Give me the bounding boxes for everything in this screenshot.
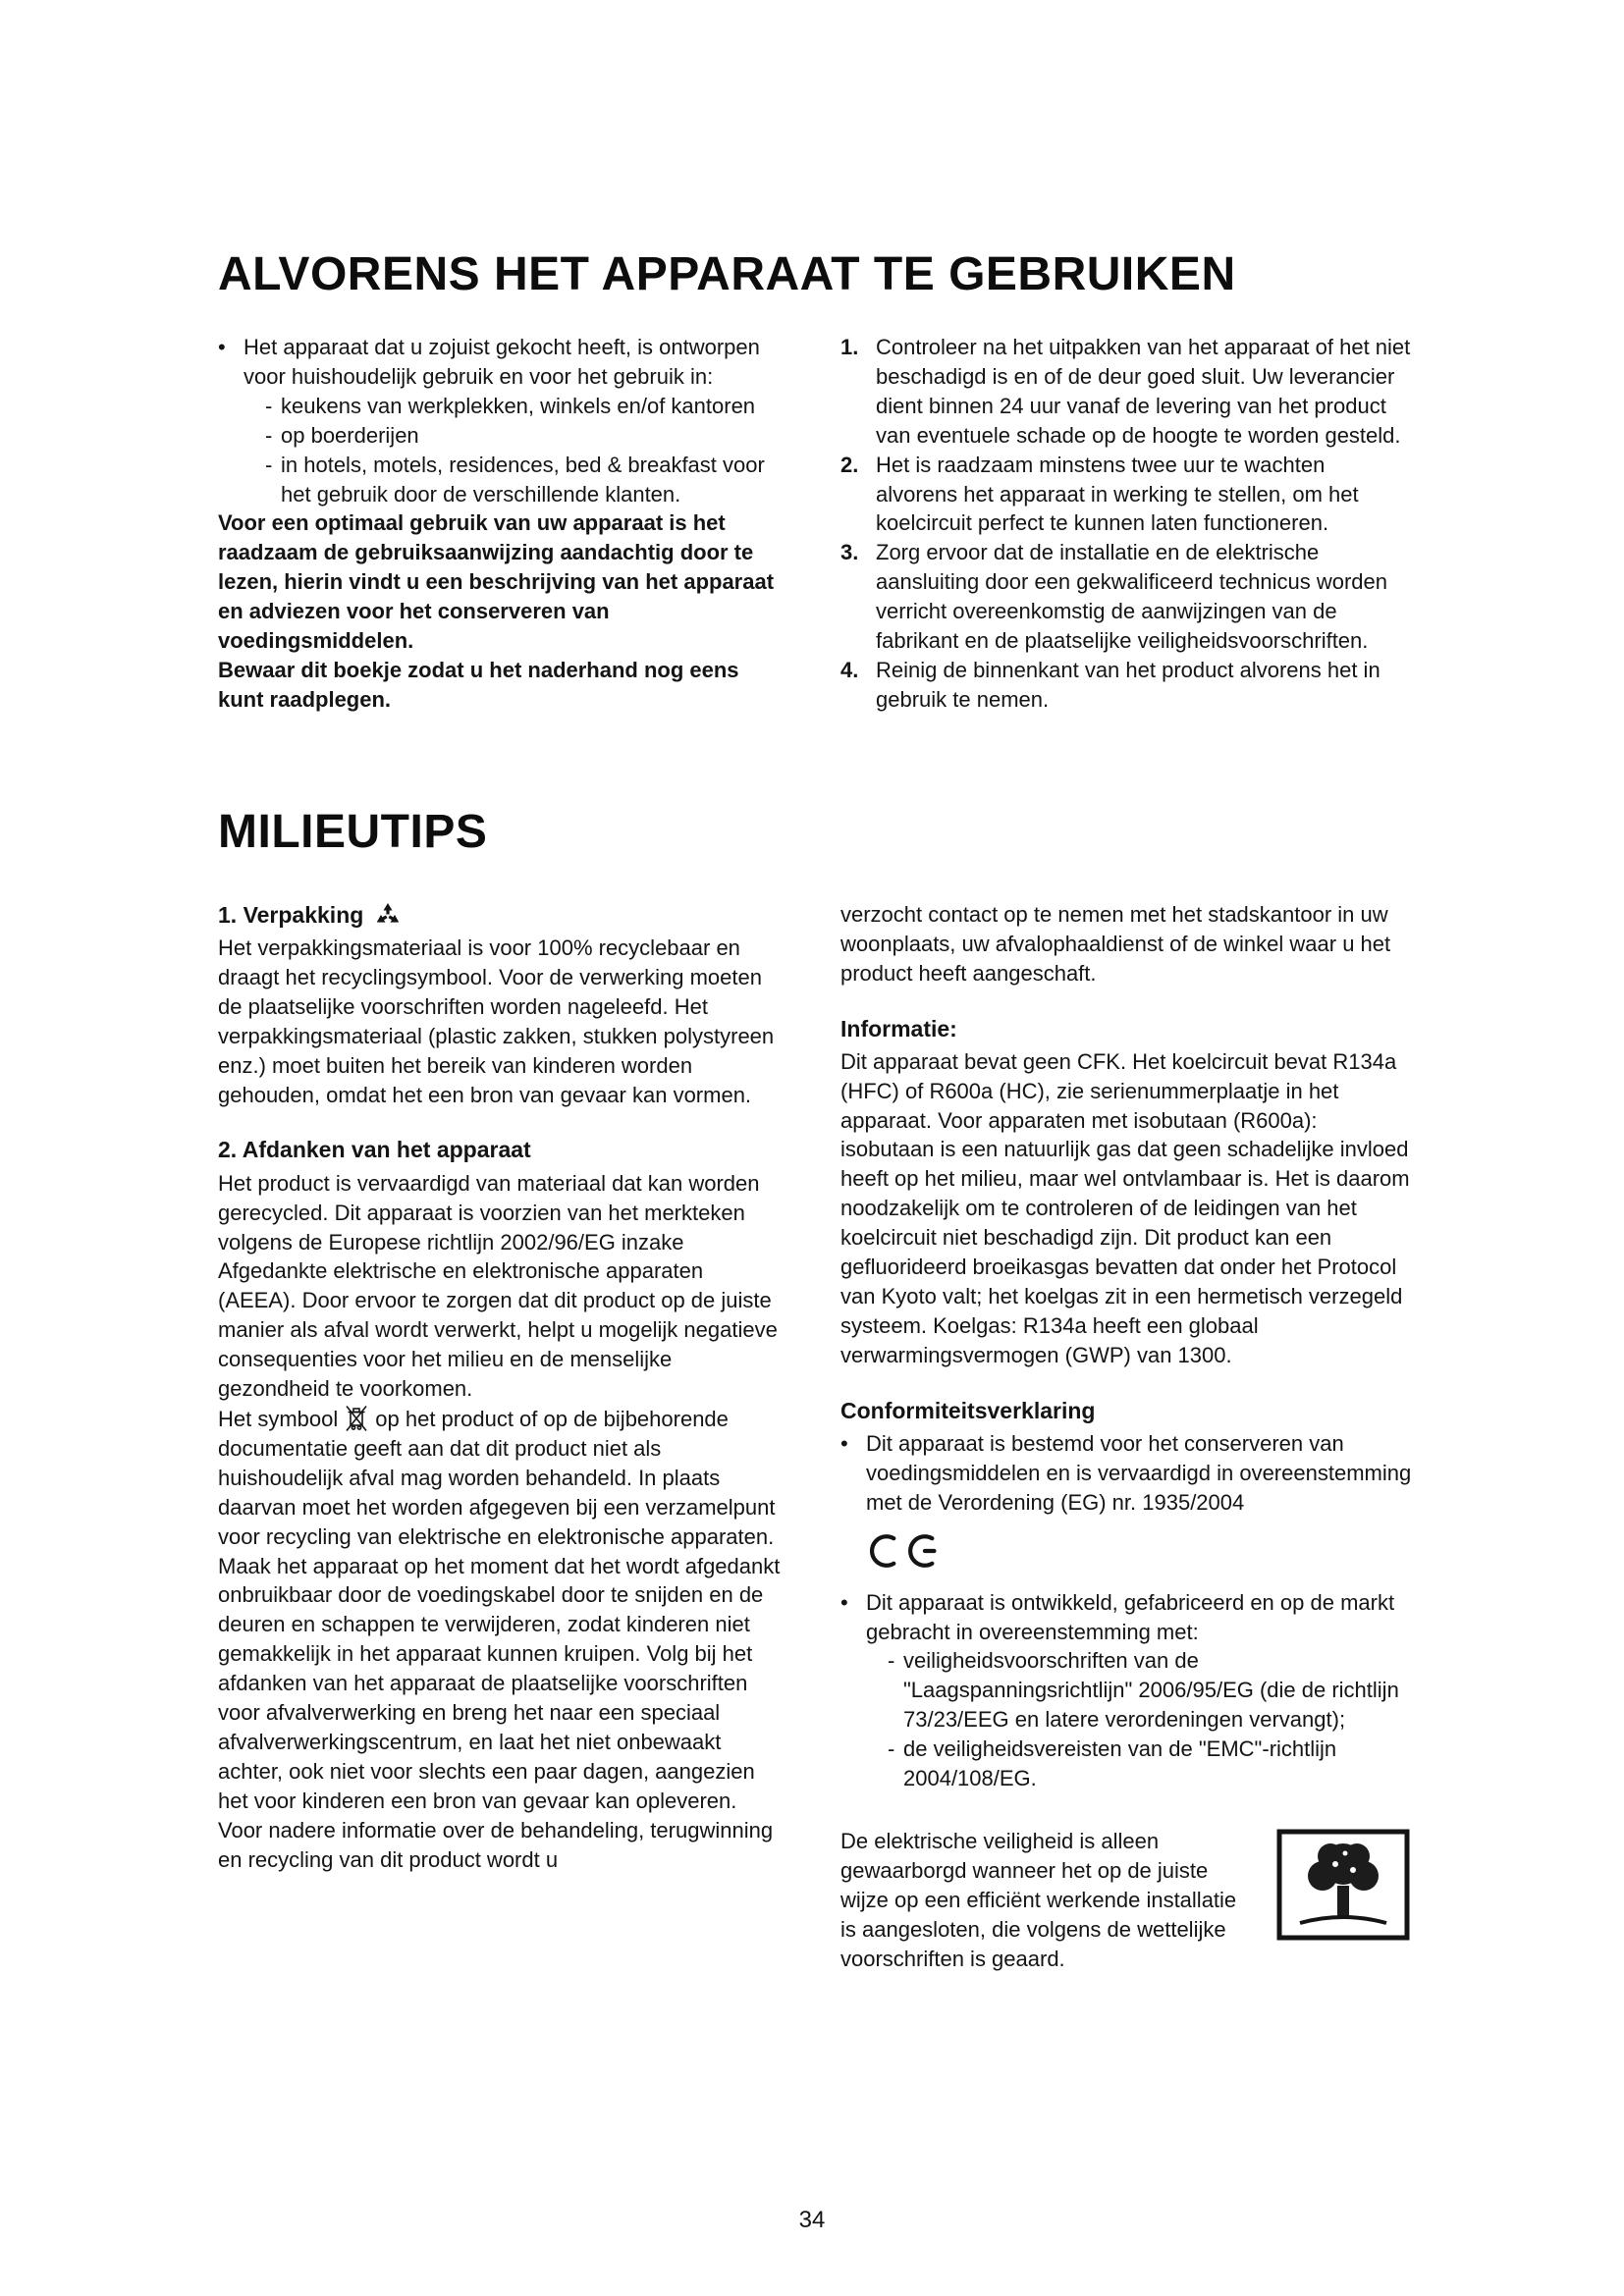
intro-bullet-text: Het apparaat dat u zojuist gekocht heeft, is ontworpen voor huishoudelijk gebruik en voor het gebruik in: [244,335,760,389]
step-item [840,451,1412,539]
directive-item [866,1735,1412,1793]
keep-booklet-paragraph: Bewaar dit boekje zodat u het naderhand nog eens kunt raadplegen. [218,657,739,712]
electrical-safety-paragraph: De elektrische veiligheid is alleen gewaarborgd wanneer het op de juiste wijze op een efficiënt werkende installatie is aangesloten, die volgens de wettelijke voorschriften is geaard. [840,1828,1237,1971]
step-number: 3. [840,540,859,565]
before-use-right-column [840,333,1412,715]
dash-marker: - [888,1736,895,1762]
section-milieutips [218,805,1412,1974]
conformity-bullet-1 [840,1429,1412,1518]
milieutips-right-column [840,900,1412,1974]
usage-item-text: in hotels, motels, residences, bed & breakfast voor het gebruik door de verschillende klanten. [281,452,765,507]
continuation-paragraph: verzocht contact op te nemen met het stadskantoor in uw woonplaats, uw afvalophaaldienst of de winkel waar u het product heeft aangeschaft. [840,901,1391,986]
milieutips-left-column [218,900,785,1974]
usage-item [244,451,785,509]
usage-item [244,392,785,421]
advice-paragraph: Voor een optimaal gebruik van uw apparaat is het raadzaam de gebruiksaanwijzing aandachtig door te lezen, hierin vindt u een beschrijving van het apparaat en adviezen voor het conserveren van voedingsmiddelen. [218,510,775,654]
weee-paragraph-post: op het product of op de bijbehorende documentatie geeft aan dat dit product niet als huishoudelijk afval mag worden behandeld. In plaats daarvan moet het worden afgegeven bij een verzamelpunt voor recycling van elektrische en elektronische apparaten. Maak het apparaat op het moment dat het wordt afgedankt onbruikbaar door de voedingskabel door te snijden en de deuren en schappen te verwijderen, zodat kinderen niet gemakkelijk in het apparaat kunnen kruipen. Volg bij het afdanken van het apparaat de plaatselijke voorschriften voor afvalverwerking en breng het naar een speciaal afvalverwerkingscentrum, en laat het niet onbewaakt achter, ook niet voor slechts een paar dagen, aangezien het voor kinderen een bron van gevaar kan opleveren. Voor nadere informatie over de behandeling, terugwinning en recycling van dit product wordt u [218,1407,781,1872]
ce-mark-wrap [870,1531,1412,1578]
electrical-safety-row [840,1827,1412,1974]
disposal-paragraph: Het product is vervaardigd van materiaal dat kan worden gerecycled. Dit apparaat is voorzien van het merkteken volgens de Europese richtlijn 2002/96/EG inzake Afgedankte elektrische en elektronische apparaten (AEEA). Door ervoor te zorgen dat dit product op de juiste manier als afval wordt verwerkt, helpt u mogelijk negatieve consequenties voor het milieu en de menselijke gezondheid te voorkomen. [218,1170,778,1402]
conformity-bullet-2 [840,1588,1412,1793]
conformity-bullet-2-text: Dit apparaat is ontwikkeld, gefabriceerd en op de markt gebracht in overeenstemming met: [866,1589,1395,1644]
directive-item-text: de veiligheidsvereisten van de "EMC"-richtlijn 2004/108/EG. [903,1736,1337,1791]
packaging-paragraph: Het verpakkingsmateriaal is voor 100% recyclebaar en draagt het recyclingsymbool. Voor de verwerking moeten de plaatselijke voorschriften worden nageleefd. Het verpakkingsmateriaal (plastic zakken, stukken polystyreen enz.) moet buiten het bereik van kinderen worden gehouden, omdat het een bron van gevaar kan vormen. [218,935,775,1107]
section-before-use [218,247,1412,715]
step-text: Het is raadzaam minstens twee uur te wachten alvorens het apparaat in werking te stellen, om het koelcircuit perfect te kunnen laten functioneren. [876,452,1359,536]
packaging-heading [218,900,785,931]
step-item [840,333,1412,451]
dash-marker: - [888,1648,895,1674]
dash-marker: - [265,452,273,477]
step-item [840,656,1412,715]
conformity-heading: Conformiteitsverklaring [840,1397,1096,1423]
weee-paragraph-pre: Het symbool [218,1407,339,1431]
weee-symbol-paragraph [218,1404,785,1875]
dash-marker: - [265,393,273,418]
directive-item-text: veiligheidsvoorschriften van de "Laagspanningsrichtlijn" 2006/95/EG (die de richtlijn 73/23/EEG en latere verordeningen vervangt); [903,1648,1399,1733]
informatie-paragraph: Dit apparaat bevat geen CFK. Het koelcircuit bevat R134a (HFC) of R600a (HC), zie serienummerplaatje in het apparaat. Voor apparaten met isobutaan (R600a): isobutaan is een natuurlijk gas dat geen schadelijke invloed heeft op het milieu, maar wel ontvlambaar is. Het is daarom noodzakelijk om te controleren of de leidingen van het koelcircuit niet beschadigd zijn. Dit product kan een gefluorideerd broeikasgas bevatten dat onder het Protocol van Kyoto valt; het koelgas zit in een hermetisch verzegeld systeem. Koelgas: R134a heeft een globaal verwarmingsvermogen (GWP) van 1300. [840,1048,1410,1367]
weee-bin-icon [345,1404,368,1433]
step-number: 2. [840,452,859,477]
step-item [840,538,1412,656]
recycle-icon [373,901,403,929]
page-content [218,247,1412,1974]
step-text: Zorg ervoor dat de installatie en de elektrische aansluiting door een gekwalificeerd technicus worden verricht overeenkomstig de aanwijzingen van de fabrikant en de plaatselijke veiligheidsvoorschriften. [876,540,1387,654]
bullet-marker: • [218,335,226,359]
step-number: 4. [840,657,859,682]
disposal-heading: 2. Afdanken van het apparaat [218,1137,531,1163]
packaging-heading-text: 1. Verpakking [218,901,364,928]
usage-item-text: keukens van werkplekken, winkels en/of kantoren [281,393,756,418]
section-title-before-use: ALVORENS HET APPARAAT TE GEBRUIKEN [218,248,1236,300]
usage-item [244,421,785,451]
usage-item-text: op boerderijen [281,422,419,448]
directive-item [866,1646,1412,1735]
ce-mark-icon [870,1531,945,1571]
conformity-bullet-1-text: Dit apparaat is bestemd voor het conserveren van voedingsmiddelen en is vervaardigd in overeenstemming met de Verordening (EG) nr. 1935/2004 [866,1431,1412,1515]
step-number: 1. [840,335,859,359]
step-text: Controleer na het uitpakken van het apparaat of het niet beschadigd is en of de deur goed sluit. Uw leverancier dient binnen 24 uur vanaf de levering van het product van eventuele schade op de hoogte te worden gesteld. [876,335,1411,448]
page-number: 34 [798,2207,826,2233]
informatie-heading: Informatie: [840,1015,957,1041]
dash-marker: - [265,422,273,448]
before-use-left-column [218,333,785,715]
section-title-milieutips: MILIEUTIPS [218,805,488,858]
bullet-marker: • [840,1589,848,1615]
tree-logo-image [1274,1827,1412,1943]
bullet-marker: • [840,1431,848,1456]
step-text: Reinig de binnenkant van het product alvorens het in gebruik te nemen. [876,657,1380,712]
intro-bullet [218,333,785,508]
